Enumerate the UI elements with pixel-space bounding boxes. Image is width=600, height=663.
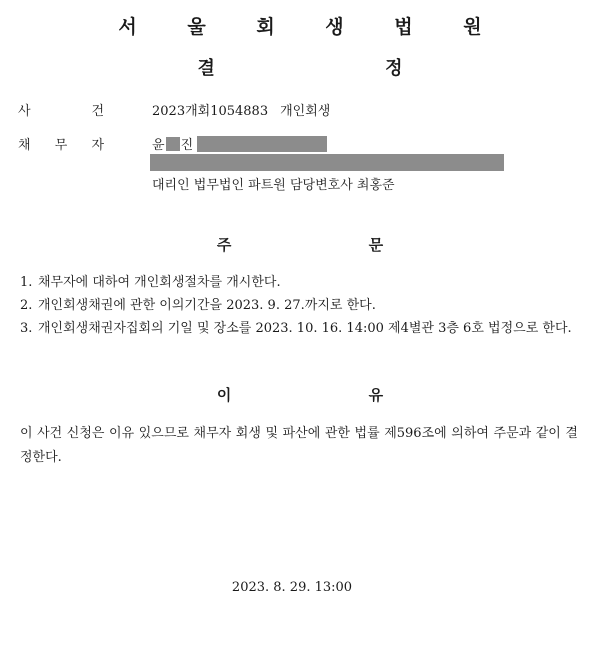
order-item-number: 1. <box>20 275 33 290</box>
case-label-char-2: 건 <box>91 104 104 119</box>
order-item-number: 2. <box>20 298 33 313</box>
case-label-char-1: 사 <box>18 104 31 119</box>
debtor-agent: 대리인 법무법인 파트원 담당변호사 최홍준 <box>152 178 395 193</box>
document-type-title: 결 정 <box>197 58 485 79</box>
debtor-label <box>18 134 104 153</box>
debtor-name-part-1: 윤 <box>152 138 165 153</box>
court-title: 서 울 회 생 법 원 <box>118 16 504 38</box>
case-type: 개인회생 <box>280 104 331 119</box>
order-item <box>20 273 580 293</box>
order-item-text: 채무자에 대하여 개인회생절차를 개시한다. <box>38 275 281 290</box>
case-value <box>152 100 330 119</box>
debtor-label-char-1: 채 <box>18 138 31 153</box>
redaction-box <box>197 136 327 152</box>
order-item <box>20 319 580 339</box>
order-item <box>20 296 580 316</box>
order-heading: 주 문 <box>216 236 450 254</box>
debtor-label-char-3: 자 <box>91 138 104 153</box>
case-label <box>18 100 104 119</box>
order-list <box>20 273 580 342</box>
address-redaction-box <box>150 154 504 171</box>
reason-text: 이 사건 신청은 이유 있으므로 채무자 회생 및 파산에 관한 법률 제596조에 의하여 주문과 같이 결정한다. <box>20 426 578 465</box>
reason-heading: 이 유 <box>216 386 450 404</box>
order-item-text: 개인회생채권자집회의 기일 및 장소를 2023. 10. 16. 14:00 제4별관 3층 6호 법정으로 한다. <box>38 321 572 336</box>
debtor-name-part-2: 진 <box>180 138 194 153</box>
case-number: 2023개회1054883 <box>152 104 269 119</box>
debtor-name <box>152 134 327 153</box>
debtor-label-char-2: 무 <box>54 138 68 153</box>
order-item-number: 3. <box>20 321 33 336</box>
redaction-box <box>166 137 180 151</box>
decision-date: 2023. 8. 29. 13:00 <box>231 580 353 595</box>
order-item-text: 개인회생채권에 관한 이의기간을 2023. 9. 27.까지로 한다. <box>38 298 376 313</box>
